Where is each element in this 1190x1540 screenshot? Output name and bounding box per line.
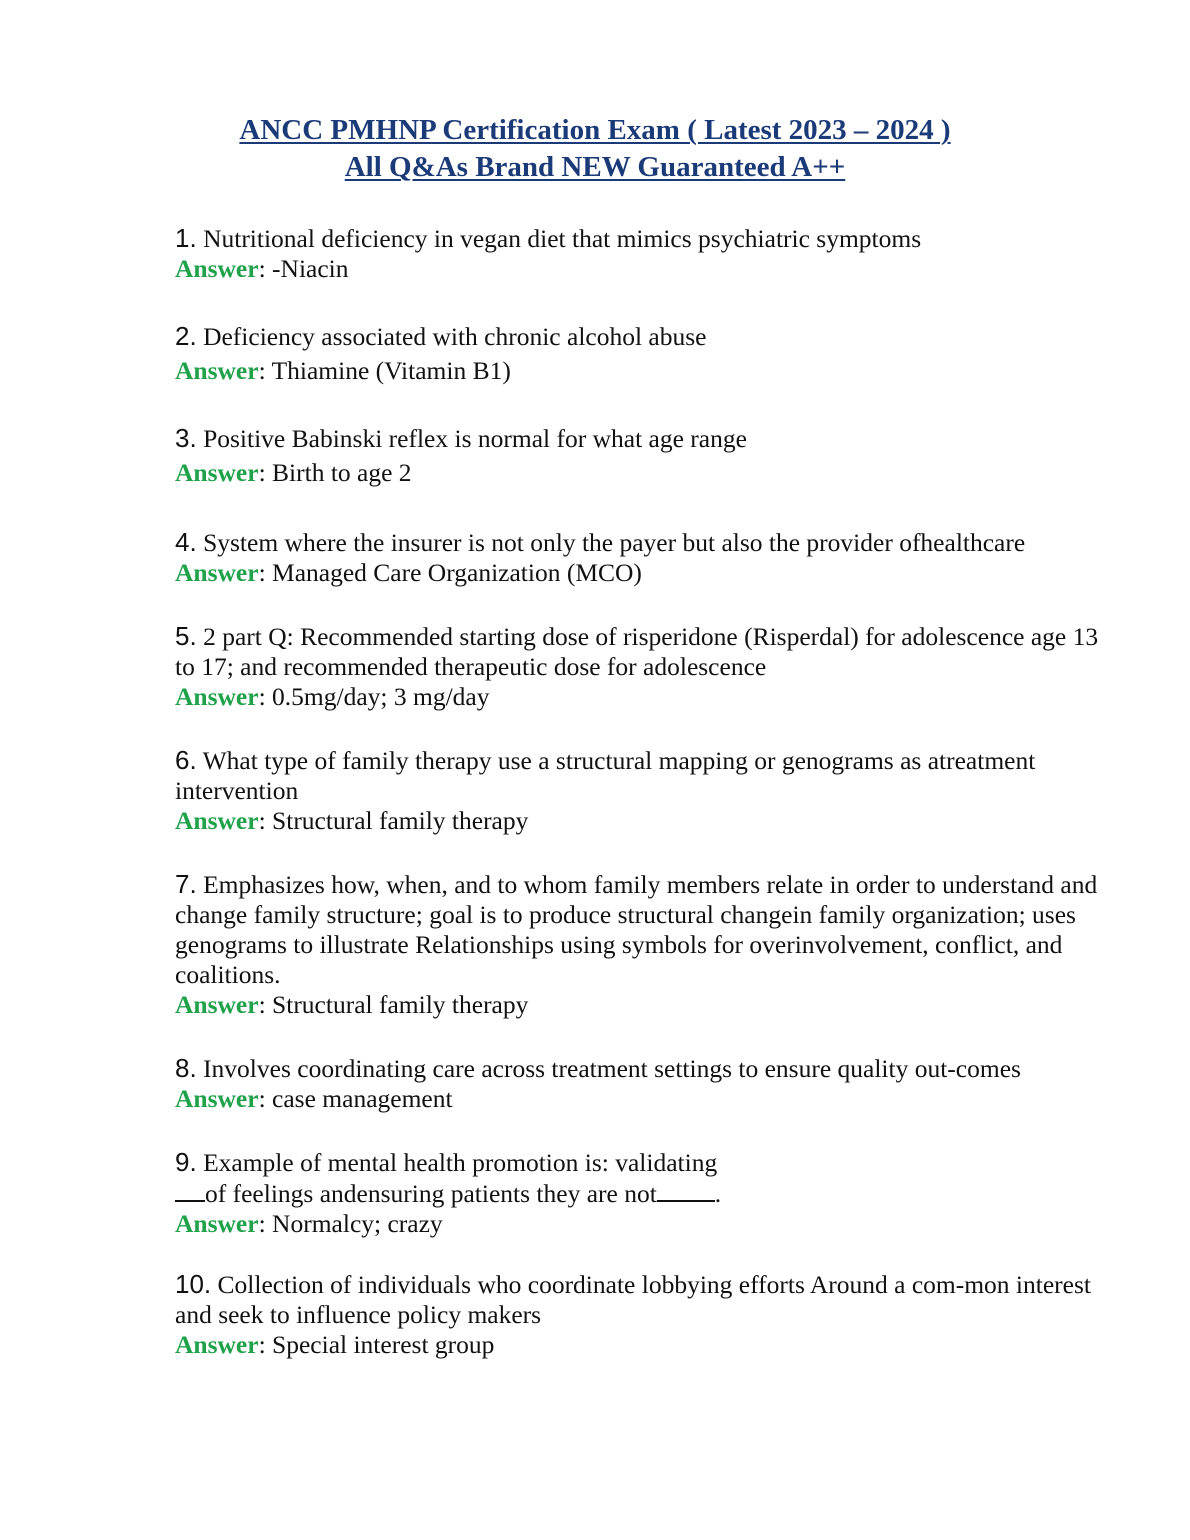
answer [175, 558, 1115, 588]
answer-separator: : [258, 1330, 273, 1359]
question-number: 8. [175, 1053, 197, 1083]
question-text-part-1: Example of mental health promotion is: validating [203, 1148, 718, 1177]
answer-separator: : [258, 990, 273, 1019]
question-text: What type of family therapy use a structural mapping or genograms as atreatment intervention [175, 746, 1036, 805]
answer-text: case management [272, 1084, 453, 1113]
answer-separator: : [258, 682, 273, 711]
question-text: Deficiency associated with chronic alcohol abuse [203, 322, 707, 351]
question-text: System where the insurer is not only the payer but also the provider ofhealthcare [203, 528, 1026, 557]
question-text: Involves coordinating care across treatment settings to ensure quality out-comes [203, 1054, 1021, 1083]
answer-text: Structural family therapy [272, 990, 529, 1019]
question [175, 1269, 1115, 1330]
answer-label: Answer [175, 990, 259, 1019]
qa-item-3 [175, 423, 1115, 488]
question [175, 1147, 1115, 1209]
answer-separator: : [258, 458, 273, 487]
question-number: 4. [175, 527, 197, 557]
question [175, 423, 1115, 454]
answer-separator: : [258, 1209, 273, 1238]
answer-label: Answer [175, 1209, 259, 1238]
question-number: 6. [175, 745, 197, 775]
answer [175, 254, 1115, 284]
question-number: 10. [175, 1269, 212, 1299]
answer-separator: : [258, 254, 273, 283]
question [175, 223, 1115, 254]
answer-label: Answer [175, 1330, 259, 1359]
question [175, 527, 1115, 558]
question-text: Nutritional deficiency in vegan diet that mimics psychiatric symptoms [203, 224, 922, 253]
answer-text: Thiamine (Vitamin B1) [271, 356, 511, 385]
fill-in-blank [175, 1178, 205, 1202]
answer-text: Special interest group [272, 1330, 495, 1359]
answer [175, 1209, 1115, 1239]
answer-text: Managed Care Organization (MCO) [272, 558, 642, 587]
answer-label: Answer [175, 682, 259, 711]
answer-text: Normalcy; crazy [272, 1209, 443, 1238]
question [175, 621, 1115, 682]
answer [175, 682, 1115, 712]
qa-item-4 [175, 527, 1115, 588]
fill-in-blank [657, 1178, 715, 1202]
question-text-part-2: of feelings andensuring patients they are not [205, 1179, 657, 1208]
qa-item-6 [175, 745, 1115, 836]
question-number: 2. [175, 321, 197, 351]
answer-label: Answer [175, 558, 259, 587]
question-text-part-3: . [714, 1179, 722, 1208]
answer [175, 990, 1115, 1020]
qa-item-5 [175, 621, 1115, 712]
question-number: 7. [175, 869, 197, 899]
question-text: 2 part Q: Recommended starting dose of risperidone (Risperdal) for adolescence age 13 to 17; and recommended therapeutic dose for adolescence [175, 622, 1099, 681]
question-text: Positive Babinski reflex is normal for what age range [203, 424, 747, 453]
answer-label: Answer [175, 254, 259, 283]
question-number: 9. [175, 1147, 197, 1177]
answer [175, 458, 1115, 488]
qa-item-1 [175, 223, 1115, 284]
question-number: 3. [175, 423, 197, 453]
qa-item-8 [175, 1053, 1115, 1114]
answer-label: Answer [175, 806, 259, 835]
answer-text: 0.5mg/day; 3 mg/day [272, 682, 490, 711]
answer [175, 1330, 1115, 1360]
answer-separator: : [258, 356, 272, 385]
document-title-line-1: ANCC PMHNP Certification Exam ( Latest 2023 – 2024 ) [239, 114, 951, 146]
answer-label: Answer [175, 356, 259, 385]
answer-text: Birth to age 2 [272, 458, 412, 487]
answer [175, 806, 1115, 836]
qa-item-9 [175, 1147, 1115, 1239]
question-number: 5. [175, 621, 197, 651]
answer-label: Answer [175, 1084, 259, 1113]
answer-separator: : [258, 806, 273, 835]
qa-item-7 [175, 869, 1115, 1020]
question [175, 745, 1115, 806]
answer-separator: : [258, 558, 273, 587]
answer-text: Structural family therapy [272, 806, 529, 835]
answer-separator: : [258, 1084, 273, 1113]
question-text: Collection of individuals who coordinate lobbying efforts Around a com-mon interest and seek to influence policy makers [175, 1270, 1091, 1329]
answer [175, 1084, 1115, 1114]
question [175, 1053, 1115, 1084]
document-header [0, 112, 1190, 186]
question-text: Emphasizes how, when, and to whom family members relate in order to understand and change family structure; goal is to produce structural changein family organization; uses genograms to illustrate Relationships using symbols for overinvolvement, conflict, and coalitions. [175, 870, 1098, 989]
question [175, 869, 1115, 990]
qa-item-10 [175, 1269, 1115, 1360]
answer-label: Answer [175, 458, 259, 487]
answer-text: -Niacin [272, 254, 349, 283]
document-title-line-2: All Q&As Brand NEW Guaranteed A++ [344, 151, 846, 183]
qa-item-2 [175, 321, 1115, 386]
answer [175, 356, 1115, 386]
question-number: 1. [175, 223, 197, 253]
question [175, 321, 1115, 352]
